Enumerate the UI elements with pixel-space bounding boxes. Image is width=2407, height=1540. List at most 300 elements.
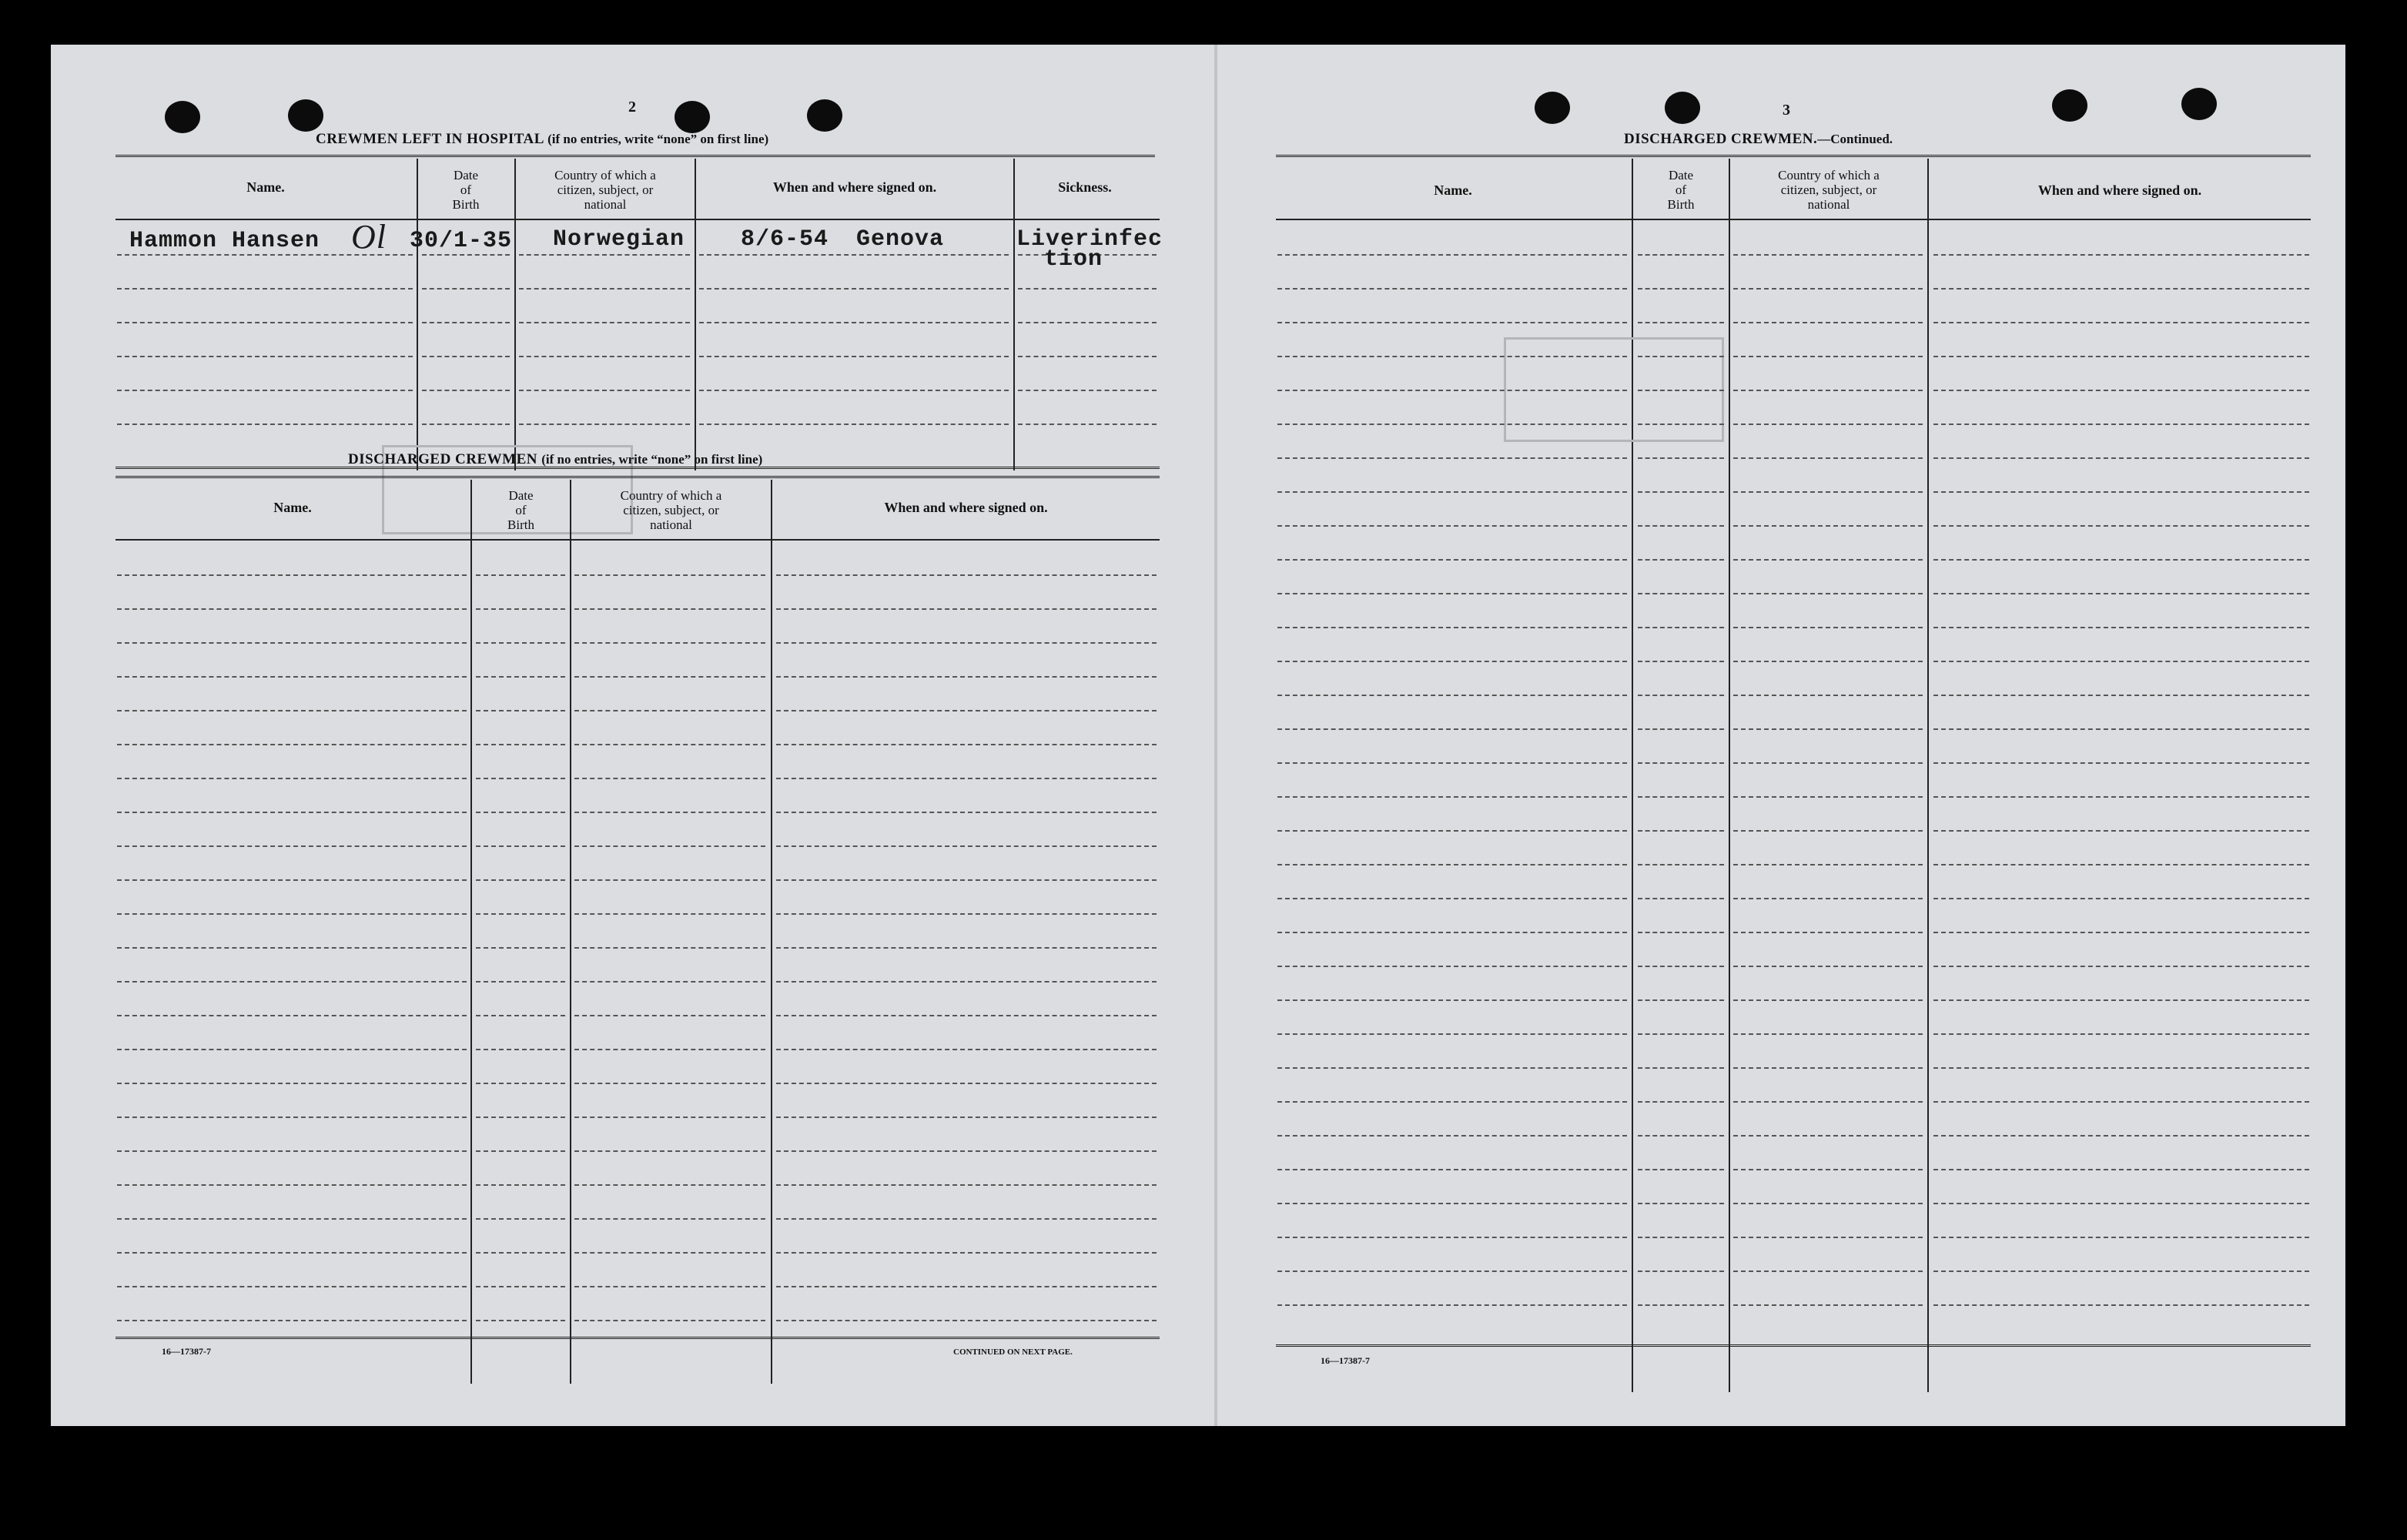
form-code: 16—17387-7 (1321, 1355, 1370, 1366)
ruling-line (1733, 1101, 1923, 1103)
ruling-line (1733, 627, 1923, 628)
ruling-line (574, 1150, 765, 1152)
ruling-line (1733, 491, 1923, 493)
header-line: national (1807, 197, 1850, 212)
title-text: DISCHARGED CREWMEN. (1624, 131, 1818, 147)
ruling-line (117, 642, 467, 644)
ruling-line (1933, 356, 2309, 357)
ruling-line (1933, 932, 2309, 933)
ruling-line (776, 1116, 1157, 1118)
ruling-line (1933, 322, 2309, 323)
ruling-line (574, 608, 765, 610)
ruling-line (476, 608, 565, 610)
ruling-line (1933, 491, 2309, 493)
ruling-line (1733, 356, 1923, 357)
ruling-line (1638, 254, 1724, 256)
header-line: Country of which a (554, 168, 656, 182)
ruling-line (1638, 1135, 1724, 1137)
ruling-line (1733, 1304, 1923, 1306)
ruling-line (1933, 1135, 2309, 1137)
ruling-line (117, 812, 467, 813)
ruling-line (1277, 525, 1627, 527)
ruling-line (1638, 322, 1724, 323)
ruling-line (1277, 288, 1627, 290)
ruling-line (1638, 1304, 1724, 1306)
ruling-line (1733, 1033, 1923, 1035)
ruling-line (574, 710, 765, 711)
ruling-line (476, 1184, 565, 1186)
col-header-dob (417, 168, 514, 212)
left-page (51, 45, 1216, 1426)
ruling-line (1018, 424, 1157, 425)
ruling-line (574, 1116, 765, 1118)
ruling-line (776, 744, 1157, 745)
entry-signed-date: 8/6-54 (741, 226, 829, 253)
ruling-line (1638, 457, 1724, 459)
ruling-line (1277, 1101, 1627, 1103)
ruling-line (1933, 1270, 2309, 1272)
ruling-line (776, 913, 1157, 915)
ruling-line (1638, 898, 1724, 899)
ruling-line (476, 879, 565, 881)
ruling-line (117, 879, 467, 881)
ruling-line (519, 424, 690, 425)
table-top-rule (115, 155, 1155, 159)
ruling-line (1638, 830, 1724, 832)
ruling-line (519, 288, 690, 290)
ruling-line (699, 288, 1009, 290)
ruling-line (1638, 966, 1724, 967)
ruling-line (1638, 796, 1724, 798)
ruling-line (1638, 1203, 1724, 1204)
ruling-line (1277, 457, 1627, 459)
ruling-line (117, 1252, 467, 1254)
ruling-line (1733, 695, 1923, 696)
handwritten-mark: Ol (351, 218, 387, 256)
ruling-line (776, 1252, 1157, 1254)
ruling-line (574, 1218, 765, 1220)
ruling-line (776, 1083, 1157, 1084)
ruling-line (476, 1252, 565, 1254)
header-bottom-rule (115, 539, 1160, 541)
ruling-line (422, 390, 510, 391)
header-line: Date (1668, 168, 1694, 182)
ruling-line (1638, 932, 1724, 933)
hospital-title-text: CREWMEN LEFT IN HOSPITAL (316, 131, 544, 147)
ruling-line (574, 1184, 765, 1186)
ruling-line (1733, 1169, 1923, 1170)
ruling-line (1933, 525, 2309, 527)
ruling-line (1277, 593, 1627, 594)
entry-sickness-line1: Liverinfec (1016, 226, 1163, 253)
ruling-line (1733, 966, 1923, 967)
ruling-line (117, 390, 413, 391)
ruling-line (476, 778, 565, 779)
ruling-line (1733, 1135, 1923, 1137)
ruling-line (1933, 627, 2309, 628)
table-bottom-rule (115, 1337, 1160, 1341)
ruling-line (1733, 390, 1923, 391)
ruling-line (1277, 661, 1627, 662)
ruling-line (1933, 593, 2309, 594)
ruling-line (1277, 1203, 1627, 1204)
right-page (1217, 45, 2345, 1426)
ruling-line (1277, 390, 1627, 391)
entry-dob: 30/1-35 (410, 228, 513, 254)
ruling-line (1933, 999, 2309, 1001)
ruling-line (1277, 762, 1627, 764)
ruling-line (476, 1083, 565, 1084)
ruling-line (117, 744, 467, 745)
ruling-line (422, 254, 510, 256)
ruling-line (422, 288, 510, 290)
page-number: 2 (628, 99, 636, 116)
ruling-line (117, 1184, 467, 1186)
scanned-document (51, 45, 2345, 1426)
ruling-line (1933, 830, 2309, 832)
ruling-line (574, 812, 765, 813)
ruling-line (1638, 762, 1724, 764)
header-bottom-rule (1276, 219, 2311, 220)
ruling-line (1277, 695, 1627, 696)
punch-hole (2181, 88, 2217, 120)
ruling-line (1733, 898, 1923, 899)
ruling-line (1277, 999, 1627, 1001)
ruling-line (476, 1286, 565, 1287)
ruling-line (1933, 1304, 2309, 1306)
column-divider (695, 159, 696, 470)
ruling-line (476, 981, 565, 983)
punch-hole (288, 99, 323, 132)
ruling-line (574, 676, 765, 678)
discharged-section-title (348, 451, 762, 468)
ruling-line (1933, 254, 2309, 256)
punch-hole (807, 99, 842, 132)
ruling-line (699, 424, 1009, 425)
header-line: Birth (1667, 197, 1695, 212)
ruling-line (117, 1049, 467, 1050)
ruling-line (699, 254, 1009, 256)
ruling-line (1638, 424, 1724, 425)
ruling-line (1277, 796, 1627, 798)
column-divider (570, 480, 571, 1384)
ruling-line (1277, 1270, 1627, 1272)
ruling-line (117, 676, 467, 678)
header-line: Date (453, 168, 479, 182)
ruling-line (117, 1150, 467, 1152)
ruling-line (1733, 796, 1923, 798)
ruling-line (117, 947, 467, 949)
ruling-line (1733, 559, 1923, 561)
ruling-line (1638, 559, 1724, 561)
ruling-line (574, 1083, 765, 1084)
ruling-line (1277, 254, 1627, 256)
ruling-line (476, 1049, 565, 1050)
ruling-line (1277, 1033, 1627, 1035)
ruling-line (1638, 1033, 1724, 1035)
ruling-line (1933, 424, 2309, 425)
ruling-line (1733, 1270, 1923, 1272)
hospital-section-title (316, 131, 768, 148)
ruling-line (1638, 999, 1724, 1001)
ruling-line (1733, 525, 1923, 527)
ruling-line (117, 1286, 467, 1287)
ruling-line (1733, 322, 1923, 323)
ruling-line (574, 1320, 765, 1321)
col-header-country (571, 488, 771, 532)
ruling-line (574, 744, 765, 745)
ruling-line (1933, 559, 2309, 561)
ruling-line (1933, 1203, 2309, 1204)
ruling-line (476, 1116, 565, 1118)
ruling-line (1277, 932, 1627, 933)
col-header-signed: When and where signed on. (884, 500, 1048, 515)
ruling-line (1933, 695, 2309, 696)
ruling-line (476, 574, 565, 576)
table-top-rule (115, 476, 1160, 480)
ruling-line (1638, 627, 1724, 628)
entry-signed-place: Genova (856, 226, 945, 253)
ruling-line (574, 574, 765, 576)
form-code: 16—17387-7 (162, 1346, 211, 1357)
column-divider (470, 480, 472, 1384)
column-divider (1729, 159, 1730, 1392)
table-bottom-rule (1276, 1344, 2311, 1349)
ruling-line (476, 1218, 565, 1220)
ruling-line (476, 1015, 565, 1016)
ruling-line (1638, 864, 1724, 865)
ruling-line (1277, 1067, 1627, 1069)
entry-country: Norwegian (553, 226, 685, 253)
ruling-line (574, 845, 765, 847)
ruling-line (1018, 356, 1157, 357)
ruling-line (1638, 390, 1724, 391)
page-number: 3 (1783, 102, 1790, 119)
ruling-line (1638, 1270, 1724, 1272)
ruling-line (776, 608, 1157, 610)
ruling-line (1018, 322, 1157, 323)
ruling-line (776, 812, 1157, 813)
ruling-line (1933, 864, 2309, 865)
ruling-line (1638, 593, 1724, 594)
ruling-line (422, 424, 510, 425)
ruling-line (1733, 999, 1923, 1001)
header-line: of (460, 182, 472, 197)
ruling-line (117, 1218, 467, 1220)
header-line: Country of which a (620, 488, 722, 503)
ruling-line (699, 356, 1009, 357)
ruling-line (1933, 390, 2309, 391)
header-line: citizen, subject, or (623, 503, 719, 517)
ruling-line (1277, 491, 1627, 493)
ruling-line (117, 981, 467, 983)
title-suffix: —Continued. (1817, 132, 1893, 146)
ruling-line (1277, 1237, 1627, 1238)
ruling-line (1638, 1237, 1724, 1238)
ruling-line (776, 1286, 1157, 1287)
ruling-line (574, 879, 765, 881)
ruling-line (1733, 830, 1923, 832)
ruling-line (117, 288, 413, 290)
punch-hole (1665, 92, 1700, 124)
header-line: Birth (507, 517, 534, 532)
ruling-line (1933, 1169, 2309, 1170)
ruling-line (1277, 898, 1627, 899)
ruling-line (1733, 762, 1923, 764)
ruling-line (117, 845, 467, 847)
ruling-line (1733, 1203, 1923, 1204)
ruling-line (117, 424, 413, 425)
ruling-line (117, 356, 413, 357)
ruling-line (117, 322, 413, 323)
ruling-line (1733, 1237, 1923, 1238)
ruling-line (574, 1286, 765, 1287)
col-header-dob (1633, 168, 1729, 212)
ruling-line (776, 574, 1157, 576)
ruling-line (1638, 728, 1724, 730)
header-line: citizen, subject, or (557, 182, 654, 197)
ruling-line (776, 879, 1157, 881)
ruling-line (1733, 288, 1923, 290)
ruling-line (117, 608, 467, 610)
punch-hole (165, 101, 200, 133)
col-header-name: Name. (1434, 182, 1472, 198)
column-divider (1013, 159, 1015, 470)
ruling-line (776, 947, 1157, 949)
ruling-line (1733, 1067, 1923, 1069)
header-line: of (515, 503, 527, 517)
ruling-line (1733, 864, 1923, 865)
ruling-line (699, 390, 1009, 391)
ruling-line (1733, 932, 1923, 933)
header-line: citizen, subject, or (1780, 182, 1877, 197)
ruling-line (117, 574, 467, 576)
ruling-line (117, 1015, 467, 1016)
ruling-line (776, 676, 1157, 678)
ruling-line (574, 642, 765, 644)
punch-hole (675, 101, 710, 133)
ruling-line (519, 254, 690, 256)
ruling-line (476, 1320, 565, 1321)
ruling-line (1277, 322, 1627, 323)
ruling-line (117, 913, 467, 915)
ruling-line (1733, 728, 1923, 730)
ruling-line (1638, 1067, 1724, 1069)
ruling-line (117, 1083, 467, 1084)
ruling-line (574, 947, 765, 949)
ruling-line (1733, 424, 1923, 425)
header-line: national (650, 517, 692, 532)
col-header-country (1730, 168, 1927, 212)
ruling-line (1277, 356, 1627, 357)
ruling-line (1933, 796, 2309, 798)
ruling-line (1933, 728, 2309, 730)
ruling-line (476, 845, 565, 847)
ruling-line (117, 1116, 467, 1118)
ruling-line (574, 1015, 765, 1016)
ruling-line (476, 744, 565, 745)
ruling-line (776, 1049, 1157, 1050)
ruling-line (1933, 661, 2309, 662)
ruling-line (1277, 1304, 1627, 1306)
ruling-line (1638, 1101, 1724, 1103)
col-header-country (516, 168, 695, 212)
ruling-line (117, 1320, 467, 1321)
header-line: Date (508, 488, 534, 503)
ruling-line (476, 913, 565, 915)
ruling-line (476, 947, 565, 949)
ruling-line (776, 1150, 1157, 1152)
ruling-line (776, 1015, 1157, 1016)
ruling-line (776, 845, 1157, 847)
ruling-line (776, 981, 1157, 983)
punch-hole (2052, 89, 2087, 122)
ruling-line (776, 1184, 1157, 1186)
discharged-continued-title (1624, 131, 1893, 148)
ruling-line (476, 710, 565, 711)
punch-hole (1535, 92, 1570, 124)
ruling-line (1933, 1033, 2309, 1035)
ruling-line (1638, 491, 1724, 493)
table-top-rule (1276, 155, 2311, 159)
ruling-line (776, 1320, 1157, 1321)
ruling-line (574, 981, 765, 983)
col-header-name: Name. (273, 500, 312, 515)
ruling-line (1638, 356, 1724, 357)
ruling-line (574, 913, 765, 915)
continued-note: CONTINUED ON NEXT PAGE. (953, 1348, 1073, 1357)
ruling-line (1277, 966, 1627, 967)
ruling-line (117, 710, 467, 711)
ruling-line (117, 778, 467, 779)
discharged-instruction: (if no entries, write “none” on first line) (541, 452, 763, 467)
ruling-line (1277, 1135, 1627, 1137)
ruling-line (574, 1049, 765, 1050)
hospital-instruction: (if no entries, write “none” on first line) (547, 132, 769, 146)
ruling-line (1733, 254, 1923, 256)
ruling-line (1933, 1067, 2309, 1069)
ruling-line (574, 778, 765, 779)
ruling-line (1277, 728, 1627, 730)
ruling-line (776, 642, 1157, 644)
ruling-line (699, 322, 1009, 323)
ruling-line (776, 1218, 1157, 1220)
col-header-signed: When and where signed on. (772, 179, 937, 195)
ruling-line (776, 710, 1157, 711)
header-line: Birth (452, 197, 480, 212)
header-line: of (1675, 182, 1687, 197)
col-header-sickness: Sickness. (1058, 179, 1112, 195)
ruling-line (1733, 661, 1923, 662)
ruling-line (1933, 966, 2309, 967)
ruling-line (1277, 830, 1627, 832)
ruling-line (476, 812, 565, 813)
ruling-line (1933, 288, 2309, 290)
ruling-line (776, 778, 1157, 779)
ruling-line (1277, 1169, 1627, 1170)
ruling-line (1638, 661, 1724, 662)
ruling-line (1018, 390, 1157, 391)
col-header-signed: When and where signed on. (2037, 182, 2202, 198)
ruling-line (476, 642, 565, 644)
ruling-line (1638, 1169, 1724, 1170)
ruling-line (1638, 288, 1724, 290)
ruling-line (1933, 898, 2309, 899)
ruling-line (1277, 559, 1627, 561)
entry-name: Hammon Hansen (129, 228, 320, 254)
ruling-line (1638, 695, 1724, 696)
col-header-dob (472, 488, 570, 532)
